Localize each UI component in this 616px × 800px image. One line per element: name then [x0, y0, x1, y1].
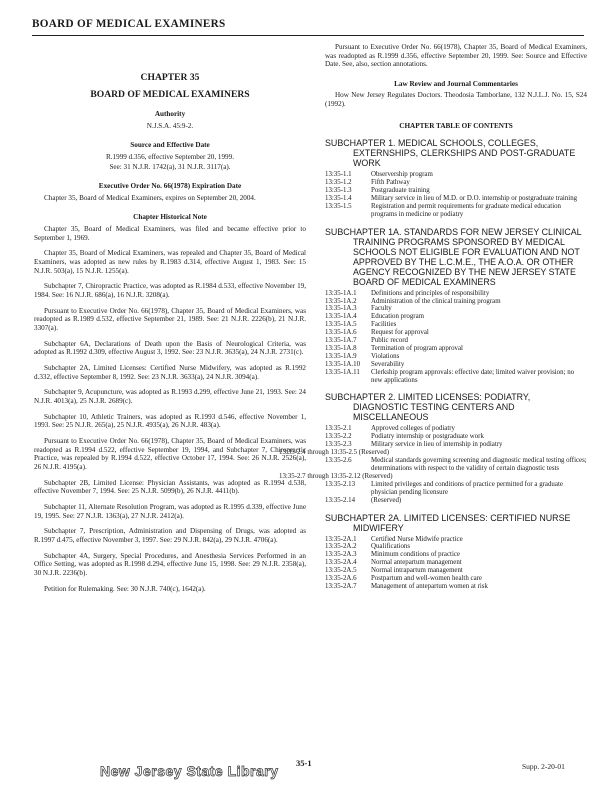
- history-notes: [34, 225, 306, 593]
- toc-entry: [325, 179, 587, 187]
- history-note: Subchapter 7, Chiropractic Practice, was adopted as R.1984 d.533, effective November 19, 1984. See: 16 N.J.R. 686(a), 16 N.J.R. 3208(a).: [34, 282, 306, 299]
- toc-entry-title: Normal antepartum management: [371, 559, 462, 567]
- toc-entry-title: Qualifications: [371, 543, 411, 551]
- history-note: Subchapter 9, Acupuncture, was adopted as R.1993 d.299, effective June 21, 1993. See: 24 N.J.R. 4013(a), 25 N.J.R. 2689(c).: [34, 388, 306, 405]
- subchapter-heading: SUBCHAPTER 2A. LIMITED LICENSES: CERTIFIED NURSE MIDWIFERY: [325, 512, 571, 533]
- toc-entry: [325, 441, 587, 449]
- toc-section-list: [279, 425, 587, 504]
- toc-entry: [325, 195, 587, 203]
- toc-entry-number: 13:35-1A.5: [325, 321, 357, 329]
- toc-entry-title: Request for approval: [371, 329, 429, 337]
- toc-entry-number: 13:35-1A.2: [325, 297, 357, 305]
- toc-entry: [325, 321, 587, 329]
- authority-text: N.J.S.A. 45:9-2.: [146, 121, 194, 130]
- chapter-number: CHAPTER 35: [140, 72, 200, 83]
- toc-entry: [325, 353, 587, 361]
- toc-entry-title: Management of antepartum women at risk: [371, 582, 488, 590]
- history-heading: Chapter Historical Note: [133, 213, 207, 222]
- subchapter-heading: SUBCHAPTER 1. MEDICAL SCHOOLS, COLLEGES, EXTERNSHIPS, CLERKSHIPS AND POST-GRADUATE WORK: [325, 138, 576, 169]
- supplement-date: Supp. 2-20-01: [522, 762, 565, 771]
- left-column: [34, 64, 306, 601]
- toc-entry: [325, 473, 587, 481]
- history-note: Subchapter 2B, Limited License: Physician Assistants, was adopted as R.1994 d.538, effective November 7, 1994. See: 25 N.J.R. 5099(b), 26 N.J.R. 4411(b).: [34, 478, 306, 496]
- toc-entry-title: Normal intrapartum management: [371, 567, 463, 575]
- history-note: Pursuant to Executive Order No. 66(1978), Chapter 35, Board of Medical Examiners, was readopted as R.1989 d.532, effective September 21, 1989. See: 21 N.J.R. 2226(b), 21 N.J.R. 3307(a).: [34, 306, 306, 332]
- toc-entry: [325, 575, 587, 583]
- toc-entry: [325, 583, 587, 591]
- toc-entry-title: Public record: [371, 337, 408, 345]
- toc-entry: [325, 433, 587, 441]
- toc-entry-title: Termination of program approval: [371, 344, 463, 352]
- toc-entry: [325, 313, 587, 321]
- subchapter-heading: SUBCHAPTER 2. LIMITED LICENSES: PODIATRY, DIAGNOSTIC TESTING CENTERS AND MISCELLANEOUS: [325, 392, 531, 423]
- toc-entry-title: Podiatry internship or postgraduate work: [371, 433, 484, 441]
- toc-entry-number: 13:35-2A.1: [325, 535, 357, 543]
- toc-heading: CHAPTER TABLE OF CONTENTS: [399, 121, 513, 130]
- history-note: Subchapter 6A, Declarations of Death upon the Basis of Neurological Criteria, was adopted as R.1992 d.309, effective August 3, 1992. See: 23 N.J.R. 3635(a), 24 N.J.R. 2731(c).: [34, 339, 306, 357]
- law-review-text: How New Jersey Regulates Doctors. Theodosia Tamborlane, 132 N.J.L.J. No. 15, S24 (1992).: [325, 91, 587, 108]
- toc-entry: [325, 187, 587, 195]
- toc-entry-title: Observership program: [371, 171, 433, 179]
- toc-entry-number: 13:35-1A.8: [325, 344, 357, 352]
- chapter-title: BOARD OF MEDICAL EXAMINERS: [90, 88, 250, 100]
- toc-entry-title: Postpartum and well-women health care: [371, 575, 482, 583]
- source-heading: Source and Effective Date: [130, 141, 210, 150]
- readoption-note: Pursuant to Executive Order No. 66(1978), Chapter 35, Board of Medical Examiners, was readopted as R.1999 d.356, effective September 20, 1999. See: Source and Effective Date. See, also, section annotations.: [325, 43, 587, 69]
- toc-entry-number: 13:35-1A.9: [325, 352, 357, 360]
- toc-entry: [325, 329, 587, 337]
- toc-entry-number: 13:35-1A.6: [325, 329, 357, 337]
- toc-entry-number: 13:35-1.1: [325, 171, 352, 179]
- toc-entry-title: (Reserved): [371, 496, 402, 504]
- toc-entry-title: Severability: [371, 360, 405, 368]
- page-number: 35-1: [296, 758, 312, 768]
- toc-entry-number: 13:35-1A.3: [325, 305, 357, 313]
- toc-entry: [325, 203, 587, 219]
- toc-entry-number: 13:35-1.4: [325, 194, 352, 202]
- toc-entry-title: Clerkship program approvals: effective date; limited waiver provision; no new applications: [371, 368, 575, 384]
- law-review-heading: Law Review and Journal Commentaries: [394, 79, 518, 88]
- toc-entry: [325, 449, 587, 457]
- toc-entry-number: 13:35-1.2: [325, 179, 352, 187]
- toc-entry-title: Minimum conditions of practice: [371, 551, 460, 559]
- toc-entry-number: 13:35-2A.5: [325, 567, 357, 575]
- toc-entry-number: 13:35-2.3: [325, 441, 352, 449]
- subchapter-heading: SUBCHAPTER 1A. STANDARDS FOR NEW JERSEY CLINICAL TRAINING PROGRAMS SPONSORED BY MEDICAL SCHOOLS NOT ELIGIBLE FOR EVALUATION AND NOT APPROVED BY THE L.C.M.E., THE A.O.A. OR OTHER AGENCY RECOGNIZED BY THE NEW JERSEY STATE BOARD OF MEDICAL EXAMINERS: [325, 226, 582, 287]
- toc-entry: [325, 298, 587, 306]
- toc-entry: [325, 425, 587, 433]
- history-note: Chapter 35, Board of Medical Examiners, was repealed and Chapter 35, Board of Medical Examiners, was adopted as new rules by R.1983 d.314, effective August 1, 1983. See: 15 N.J.R. 503(a), 15 N.J.R. 1255(a).: [34, 249, 306, 275]
- toc-entry-number: 13:35-1A.4: [325, 313, 357, 321]
- toc-entry: [325, 543, 587, 551]
- toc-entry-number: 13:35-2A.7: [325, 582, 357, 590]
- toc-entry: [325, 290, 587, 298]
- toc-entry-range: 13:35-2.4 through 13:35-2.5 (Reserved): [279, 449, 390, 457]
- toc-entry-number: 13:35-1A.10: [325, 360, 361, 368]
- history-note: Pursuant to Executive Order No. 66(1978), Chapter 35, Board of Medical Examiners, was readopted as R.1994 d.522, effective September 19, 1994, and Subchapter 7, Chiropractic Practice, was repealed by R.1994 d.522, effective October 17, 1994. See: 26 N.J.R. 2526(a), 26 N.J.R. 4195(a).: [34, 437, 306, 471]
- toc-entry: [325, 481, 587, 497]
- toc-entry-title: Fifth Pathway: [371, 179, 410, 187]
- toc-section-list: [325, 171, 587, 218]
- toc-entry: [325, 171, 587, 179]
- toc-section-list: [325, 290, 587, 385]
- right-column: [279, 43, 587, 591]
- toc-entry: [325, 369, 587, 385]
- toc-entry-number: 13:35-2.14: [325, 496, 356, 504]
- toc-entry-title: Military service in lieu of internship in podiatry: [371, 441, 503, 449]
- toc-entry: [325, 345, 587, 353]
- toc-entry: [325, 337, 587, 345]
- toc-entry: [325, 567, 587, 575]
- history-note: Subchapter 4A, Surgery, Special Procedures, and Anesthesia Services Performed in an Office Setting, was adopted as R.1998 d.294, effective June 15, 1998. See: 29 N.J.R. 2358(a), 30 N.J.R. 2236(b).: [34, 551, 306, 577]
- toc-entry-title: Violations: [371, 352, 400, 360]
- toc-entry-title: Registration and permit requirements for graduate medical education programs in medicine or podiatry: [371, 202, 561, 218]
- toc-entry-title: Administration of the clinical training program: [371, 297, 501, 305]
- history-note: Subchapter 7, Prescription, Administration and Dispensing of Drugs, was adopted as R.1997 d.475, effective November 3, 1997. See: 29 N.J.R. 842(a), 29 N.J.R. 4706(a).: [34, 527, 306, 545]
- toc-entry: [325, 361, 587, 369]
- toc-entry-title: Limited privileges and conditions of practice permitted for a graduate physician pending licensure: [371, 480, 563, 496]
- toc-entry-number: 13:35-2.2: [325, 433, 352, 441]
- table-of-contents: [279, 138, 587, 591]
- toc-entry-title: Education program: [371, 313, 425, 321]
- toc-entry-number: 13:35-2A.2: [325, 543, 357, 551]
- toc-entry-number: 13:35-2A.3: [325, 551, 357, 559]
- running-header: BOARD OF MEDICAL EXAMINERS: [32, 18, 226, 30]
- source-line: R.1999 d.356, effective September 20, 1999.: [106, 152, 234, 161]
- toc-entry: [325, 551, 587, 559]
- executive-order-text: Chapter 35, Board of Medical Examiners, expires on September 20, 2004.: [44, 193, 256, 202]
- toc-entry-number: 13:35-2A.4: [325, 559, 357, 567]
- toc-entry-number: 13:35-1.3: [325, 186, 352, 194]
- history-note: Subchapter 10, Athletic Trainers, was adopted as R.1993 d.546, effective November 1, 1993. See: 25 N.J.R. 265(a), 25 N.J.R. 4935(a), 26 N.J.R. 483(a).: [34, 412, 306, 430]
- toc-entry-number: 13:35-1.5: [325, 202, 352, 210]
- toc-entry-number: 13:35-2.6: [325, 457, 352, 465]
- toc-entry: [325, 536, 587, 544]
- toc-entry-title: Medical standards governing screening and diagnostic medical testing offices; determinations with respect to the validity of certain diagnostic tests: [371, 457, 587, 472]
- toc-entry-number: 13:35-2.1: [325, 425, 352, 433]
- toc-entry-title: Military service in lieu of M.D. or D.O. internship or postgraduate training: [371, 194, 578, 202]
- toc-entry-title: Definitions and principles of responsibility: [371, 289, 490, 297]
- toc-entry: [325, 497, 587, 505]
- toc-entry: [325, 559, 587, 567]
- executive-order-heading: Executive Order No. 66(1978) Expiration Date: [98, 182, 242, 191]
- toc-entry-number: 13:35-2.13: [325, 480, 356, 488]
- history-note: Petition for Rulemaking. See: 30 N.J.R. 740(c), 1642(a).: [44, 584, 206, 593]
- toc-entry-title: Facilities: [371, 321, 397, 329]
- toc-entry-number: 13:35-1A.1: [325, 289, 357, 297]
- history-note: Subchapter 11, Alternate Resolution Program, was adopted as R.1995 d.339, effective June 19, 1995. See: 27 N.J.R. 1363(a), 27 N.J.R. 2412(a).: [34, 503, 306, 520]
- source-line: See: 31 N.J.R. 1742(a), 31 N.J.R. 3117(a).: [109, 162, 231, 171]
- library-stamp: New Jersey State Library: [100, 763, 279, 779]
- toc-entry-title: Approved colleges of podiatry: [371, 425, 456, 433]
- toc-entry-title: Faculty: [371, 305, 392, 313]
- header-rule: [32, 35, 584, 36]
- history-note: Subchapter 2A, Limited Licenses: Certified Nurse Midwifery, was adopted as R.1992 d.332, effective September 8, 1992. See: 23 N.J.R. 3633(a), 24 N.J.R. 3094(a).: [34, 364, 306, 381]
- history-note: Chapter 35, Board of Medical Examiners, was filed and became effective prior to September 1, 1969.: [34, 224, 306, 242]
- toc-entry-title: Postgraduate training: [371, 186, 430, 194]
- toc-section-list: [325, 536, 587, 591]
- toc-entry-number: 13:35-1A.11: [325, 368, 360, 376]
- toc-entry: [325, 305, 587, 313]
- toc-entry-title: Certified Nurse Midwife practice: [371, 535, 463, 543]
- authority-heading: Authority: [154, 110, 186, 119]
- toc-entry-number: 13:35-2A.6: [325, 575, 357, 583]
- toc-entry: [325, 457, 587, 473]
- toc-entry-range: 13:35-2.7 through 13:35-2.12 (Reserved): [279, 472, 393, 480]
- toc-entry-number: 13:35-1A.7: [325, 337, 357, 345]
